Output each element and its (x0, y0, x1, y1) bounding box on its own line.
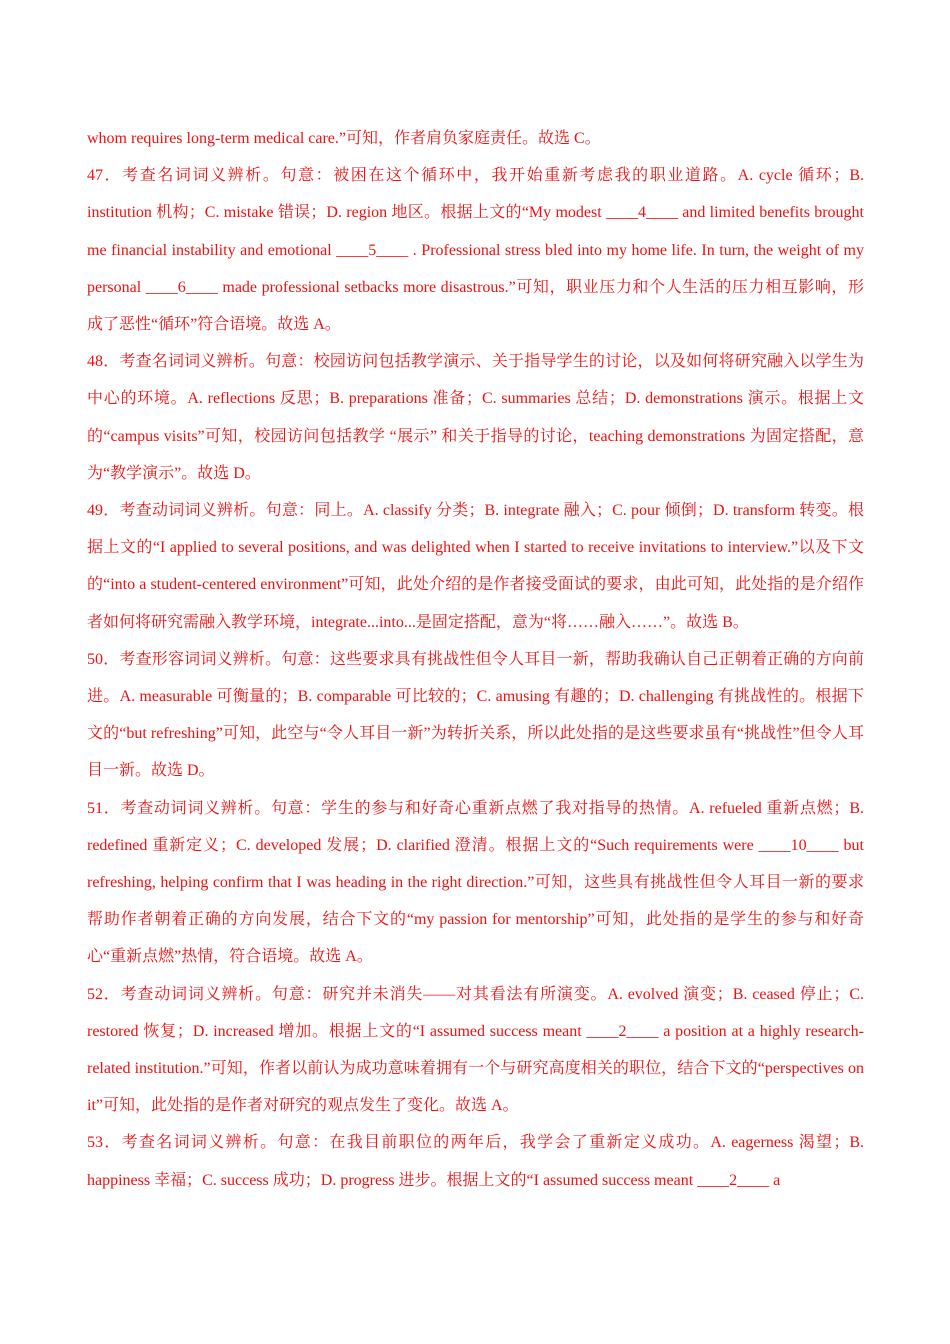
paragraph-item-52: 52．考查动词词义辨析。句意：研究并未消失——对其看法有所演变。A. evolved 演变；B. ceased 停止；C. restored 恢复；D. increased 增加。根据上文的“I assumed success meant ____2____ a position at a highly research-related institution.”可知，作者以前认为成功意味着拥有一个与研究高度相关的职位，结合下文的“perspectives on it”可知，此处指的是作者对研究的观点发生了变化。故选 A。 (87, 985, 864, 1115)
paragraph-continuation: whom requires long-term medical care.”可知，作者肩负家庭责任。故选 C。 (87, 130, 601, 147)
paragraph-item-48: 48．考查名词词义辨析。句意：校园访问包括教学演示、关于指导学生的讨论，以及如何将研究融入以学生为中心的环境。A. reflections 反思；B. preparations 准备；C. summaries 总结；D. demonstrations 演示。根据上文的“campus visits”可知，校园访问包括教学 “展示” 和关于指导的讨论，teaching demonstrations 为固定搭配，意为“教学演示”。故选 D。 (87, 353, 864, 482)
paragraph-item-53: 53．考查名词词义辨析。句意：在我目前职位的两年后，我学会了重新定义成功。A. eagerness 渴望；B. happiness 幸福；C. success 成功；D. progress 进步。根据上文的“I assumed success meant ____2____ a (87, 1134, 864, 1189)
document-body (87, 120, 864, 1199)
paragraph-item-51: 51．考查动词词义辨析。句意：学生的参与和好奇心重新点燃了我对指导的热情。A. refueled 重新点燃；B. redefined 重新定义；C. developed 发展；D. clarified 澄清。根据上文的“Such requirements were ____10____ but refreshing, helping confirm that I was heading in the right direction.”可知，这些具有挑战性但令人耳目一新的要求帮助作者朝着正确的方向发展，结合下文的“my passion for mentorship”可知，此处指的是学生的参与和好奇心“重新点燃”热情，符合语境。故选 A。 (87, 799, 864, 966)
paragraph-item-50: 50．考查形容词词义辨析。句意：这些要求具有挑战性但令人耳目一新，帮助我确认自己正朝着正确的方向前进。A. measurable 可衡量的；B. comparable 可比较的；C. amusing 有趣的；D. challenging 有挑战性的。根据下文的“but refreshing”可知，此空与“令人耳目一新”为转折关系，所以此处指的是这些要求虽有“挑战性”但令人耳目一新。故选 D。 (87, 650, 864, 780)
paragraph-item-49: 49．考查动词词义辨析。句意：同上。A. classify 分类；B. integrate 融入；C. pour 倾倒；D. transform 转变。根据上文的“I applied to several positions, and was delighted when I started to receive invitations to interview.”以及下文的“into a student-centered environment”可知，此处介绍的是作者接受面试的要求，由此可知，此处指的是介绍作者如何将研究需融入教学环境，integrate...into...是固定搭配，意为“将……融入……”。故选 B。 (87, 502, 864, 631)
paragraph-item-47: 47．考查名词词义辨析。句意：被困在这个循环中，我开始重新考虑我的职业道路。A. cycle 循环；B. institution 机构；C. mistake 错误；D. region 地区。根据上文的“My modest ____4____ and limited benefits brought me financial instability and emotional ____5____ . Professional stress bled into my home life. In turn, the weight of my personal ____6____ made professional setbacks more disastrous.”可知，职业压力和个人生活的压力相互影响，形成了恶性“循环”符合语境。故选 A。 (87, 167, 864, 334)
